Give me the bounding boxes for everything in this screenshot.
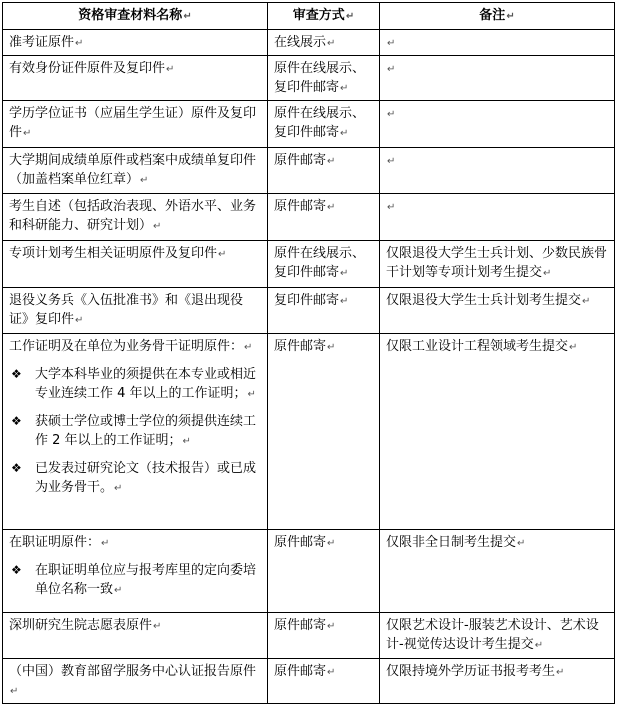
material-name: 有效身份证件原件及复印件↵ (3, 56, 268, 101)
list-item: ❖ 已发表过研究论文（技术报告）或已成为业务骨干。↵ (9, 459, 261, 498)
table-row (3, 334, 615, 530)
remark: 仅限工业设计工程领域考生提交↵ (380, 334, 615, 530)
review-method: 原件邮寄↵ (268, 194, 380, 241)
remark: ↵ (380, 30, 615, 56)
bullet-icon: ❖ (11, 563, 22, 577)
bullet-icon: ❖ (11, 367, 22, 381)
review-method: 原件在线展示、复印件邮寄↵ (268, 101, 380, 148)
review-method: 原件在线展示、复印件邮寄↵ (268, 241, 380, 288)
material-name: 学历学位证书（应届生学生证）原件及复印件↵ (3, 101, 268, 148)
remark: 仅限退役大学生士兵计划考生提交↵ (380, 288, 615, 334)
material-name: 在职证明原件：↵ ❖ 在职证明单位应与报考库里的定向委培单位名称一致↵ (3, 530, 268, 613)
remark: ↵ (380, 194, 615, 241)
table-row (3, 530, 615, 613)
review-method: 原件邮寄↵ (268, 148, 380, 194)
list-item: ❖ 大学本科毕业的须提供在本专业或相近专业连续工作 4 年以上的工作证明；↵ (9, 365, 261, 404)
review-method: 原件在线展示、复印件邮寄↵ (268, 56, 380, 101)
list-item: ❖ 在职证明单位应与报考库里的定向委培单位名称一致↵ (9, 561, 261, 600)
header-row (3, 3, 615, 30)
table-row (3, 148, 615, 194)
bullet-icon: ❖ (11, 461, 22, 475)
review-method: 原件邮寄↵ (268, 334, 380, 530)
review-method: 在线展示↵ (268, 30, 380, 56)
table-row (3, 30, 615, 56)
bullet-icon: ❖ (11, 414, 22, 428)
table-row (3, 56, 615, 101)
table-row (3, 613, 615, 659)
review-method: 原件邮寄↵ (268, 530, 380, 613)
header-remarks: 备注↵ (380, 3, 615, 30)
material-name: 深圳研究生院志愿表原件↵ (3, 613, 268, 659)
material-name: 退役义务兵《入伍批准书》和《退出现役证》复印件↵ (3, 288, 268, 334)
material-name: 工作证明及在单位为业务骨干证明原件：↵ ❖ 大学本科毕业的须提供在本专业或相近专业连续工作 4 年以上的工作证明；↵ ❖ 获硕士学位或博士学位的须提供连续工作 2 年以上的工作证明；↵ ❖ 已发表过研究论文（技术报告）或已成为业务骨干。↵ (3, 334, 268, 530)
remark: ↵ (380, 148, 615, 194)
material-name: 考生自述（包括政治表现、外语水平、业务和科研能力、研究计划）↵ (3, 194, 268, 241)
table-row (3, 288, 615, 334)
remark: ↵ (380, 56, 615, 101)
material-name: （中国）教育部留学服务中心认证报告原件↵ (3, 659, 268, 704)
remark: 仅限艺术设计-服装艺术设计、艺术设计-视觉传达设计考生提交↵ (380, 613, 615, 659)
review-method: 原件邮寄↵ (268, 659, 380, 704)
material-name: 专项计划考生相关证明原件及复印件↵ (3, 241, 268, 288)
header-review-method: 审查方式↵ (268, 3, 380, 30)
table-row (3, 101, 615, 148)
header-material-name: 资格审查材料名称↵ (3, 3, 268, 30)
table-row (3, 194, 615, 241)
table-row (3, 241, 615, 288)
review-method: 复印件邮寄↵ (268, 288, 380, 334)
material-name: 准考证原件↵ (3, 30, 268, 56)
requirements-table (2, 2, 615, 704)
remark: 仅限持境外学历证书报考考生↵ (380, 659, 615, 704)
material-name: 大学期间成绩单原件或档案中成绩单复印件（加盖档案单位红章）↵ (3, 148, 268, 194)
list-item: ❖ 获硕士学位或博士学位的须提供连续工作 2 年以上的工作证明；↵ (9, 412, 261, 451)
table-row (3, 659, 615, 704)
remark: 仅限非全日制考生提交↵ (380, 530, 615, 613)
remark: ↵ (380, 101, 615, 148)
remark: 仅限退役大学生士兵计划、少数民族骨干计划等专项计划考生提交↵ (380, 241, 615, 288)
review-method: 原件邮寄↵ (268, 613, 380, 659)
